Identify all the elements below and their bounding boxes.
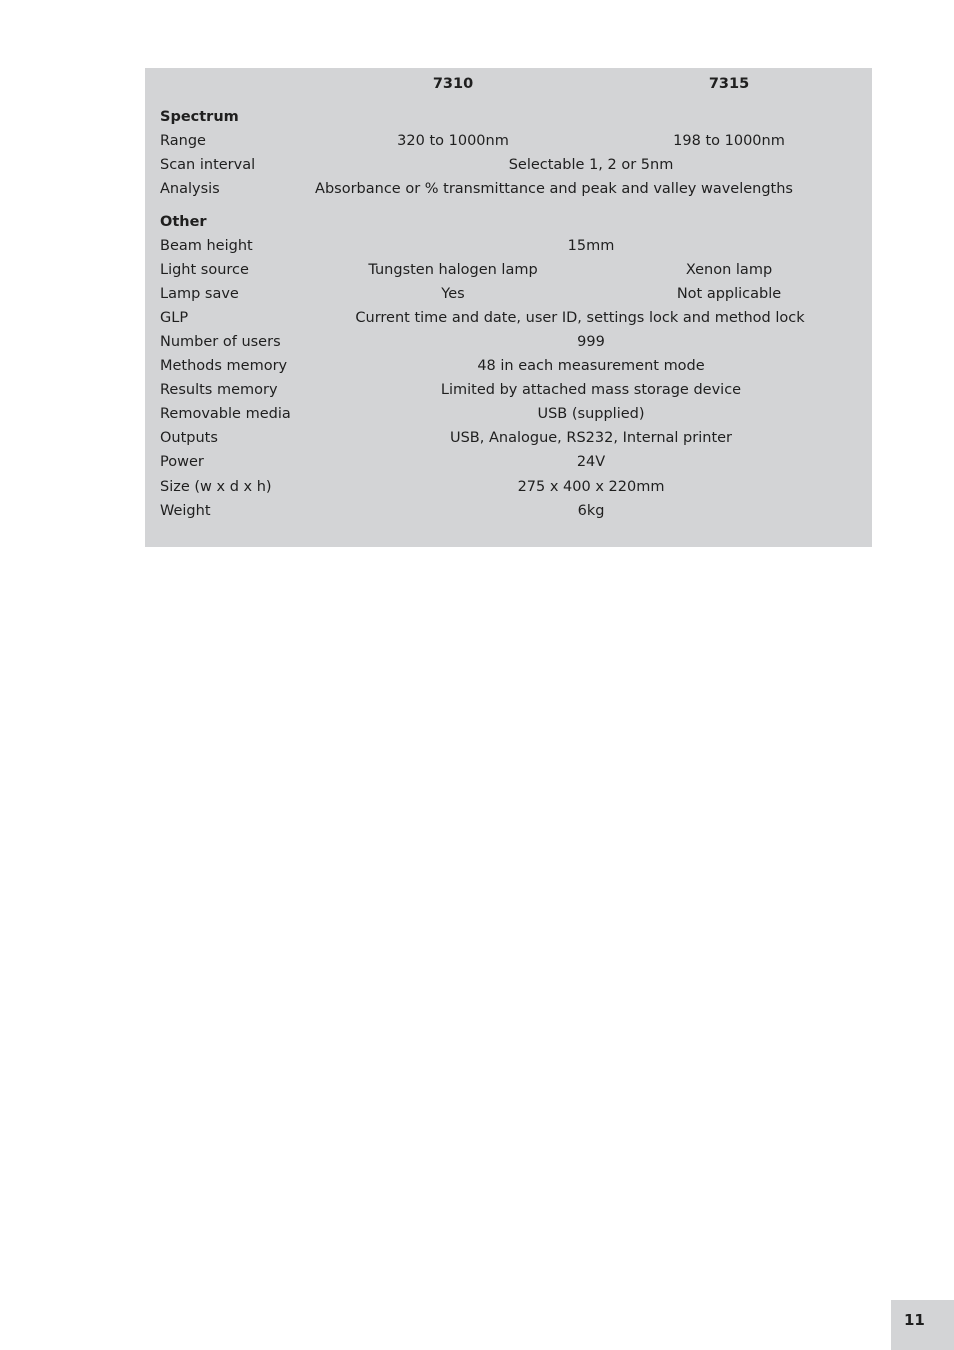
- light-source-7315-value: Xenon lamp: [685, 262, 773, 278]
- table-row-power: [145, 451, 872, 473]
- row-label: Light source: [160, 262, 249, 278]
- row-label: Removable media: [160, 406, 291, 422]
- section-heading-other: [145, 211, 872, 233]
- header-model-7315: 7315: [708, 76, 750, 92]
- results-memory-value: Limited by attached mass storage device: [440, 382, 742, 398]
- analysis-value: Absorbance or % transmittance and peak and valley wavelengths: [315, 181, 793, 197]
- power-value: 24V: [576, 454, 606, 470]
- specification-table: [145, 68, 872, 547]
- table-row-outputs: [145, 427, 872, 449]
- row-label: Number of users: [160, 334, 281, 350]
- row-label: Outputs: [160, 430, 218, 446]
- table-header-row: [145, 73, 872, 95]
- row-label: Results memory: [160, 382, 278, 398]
- row-label: Methods memory: [160, 358, 288, 374]
- section-title: Other: [160, 214, 207, 230]
- lamp-save-7315-value: Not applicable: [676, 286, 782, 302]
- glp-value: Current time and date, user ID, settings lock and method lock: [355, 310, 805, 326]
- table-row-methods-memory: [145, 355, 872, 377]
- table-row-range: [145, 130, 872, 152]
- number-of-users-value: 999: [577, 334, 605, 350]
- range-7310-value: 320 to 1000nm: [397, 133, 509, 149]
- table-row-light-source: [145, 259, 872, 281]
- header-model-7310: 7310: [432, 76, 474, 92]
- row-label: Weight: [160, 503, 211, 519]
- table-row-lamp-save: [145, 283, 872, 305]
- outputs-value: USB, Analogue, RS232, Internal printer: [449, 430, 733, 446]
- table-row-removable-media: [145, 403, 872, 425]
- row-label: Lamp save: [160, 286, 239, 302]
- row-label: Beam height: [160, 238, 253, 254]
- page-number: 11: [904, 1311, 925, 1329]
- removable-media-value: USB (supplied): [537, 406, 645, 422]
- table-row-results-memory: [145, 379, 872, 401]
- lamp-save-7310-value: Yes: [441, 286, 465, 302]
- light-source-7310-value: Tungsten halogen lamp: [368, 262, 538, 278]
- beam-height-value: 15mm: [567, 238, 615, 254]
- scan-interval-value: Selectable 1, 2 or 5nm: [508, 157, 674, 173]
- table-row-weight: [145, 500, 872, 522]
- row-label: GLP: [160, 310, 189, 326]
- row-label: Analysis: [160, 181, 220, 197]
- weight-value: 6kg: [577, 503, 605, 519]
- methods-memory-value: 48 in each measurement mode: [477, 358, 705, 374]
- row-label: Range: [160, 133, 206, 149]
- section-title: Spectrum: [160, 109, 239, 125]
- table-row-analysis: [145, 178, 872, 200]
- table-row-glp: [145, 307, 872, 329]
- table-row-scan-interval: [145, 154, 872, 176]
- range-7315-value: 198 to 1000nm: [673, 133, 785, 149]
- size-value: 275 x 400 x 220mm: [517, 479, 665, 495]
- section-heading-spectrum: [145, 106, 872, 128]
- page-number-tab: [891, 1300, 954, 1350]
- row-label: Size (w x d x h): [160, 479, 272, 495]
- table-row-number-of-users: [145, 331, 872, 353]
- row-label: Scan interval: [160, 157, 256, 173]
- row-label: Power: [160, 454, 204, 470]
- table-row-size: [145, 476, 872, 498]
- table-row-beam-height: [145, 235, 872, 257]
